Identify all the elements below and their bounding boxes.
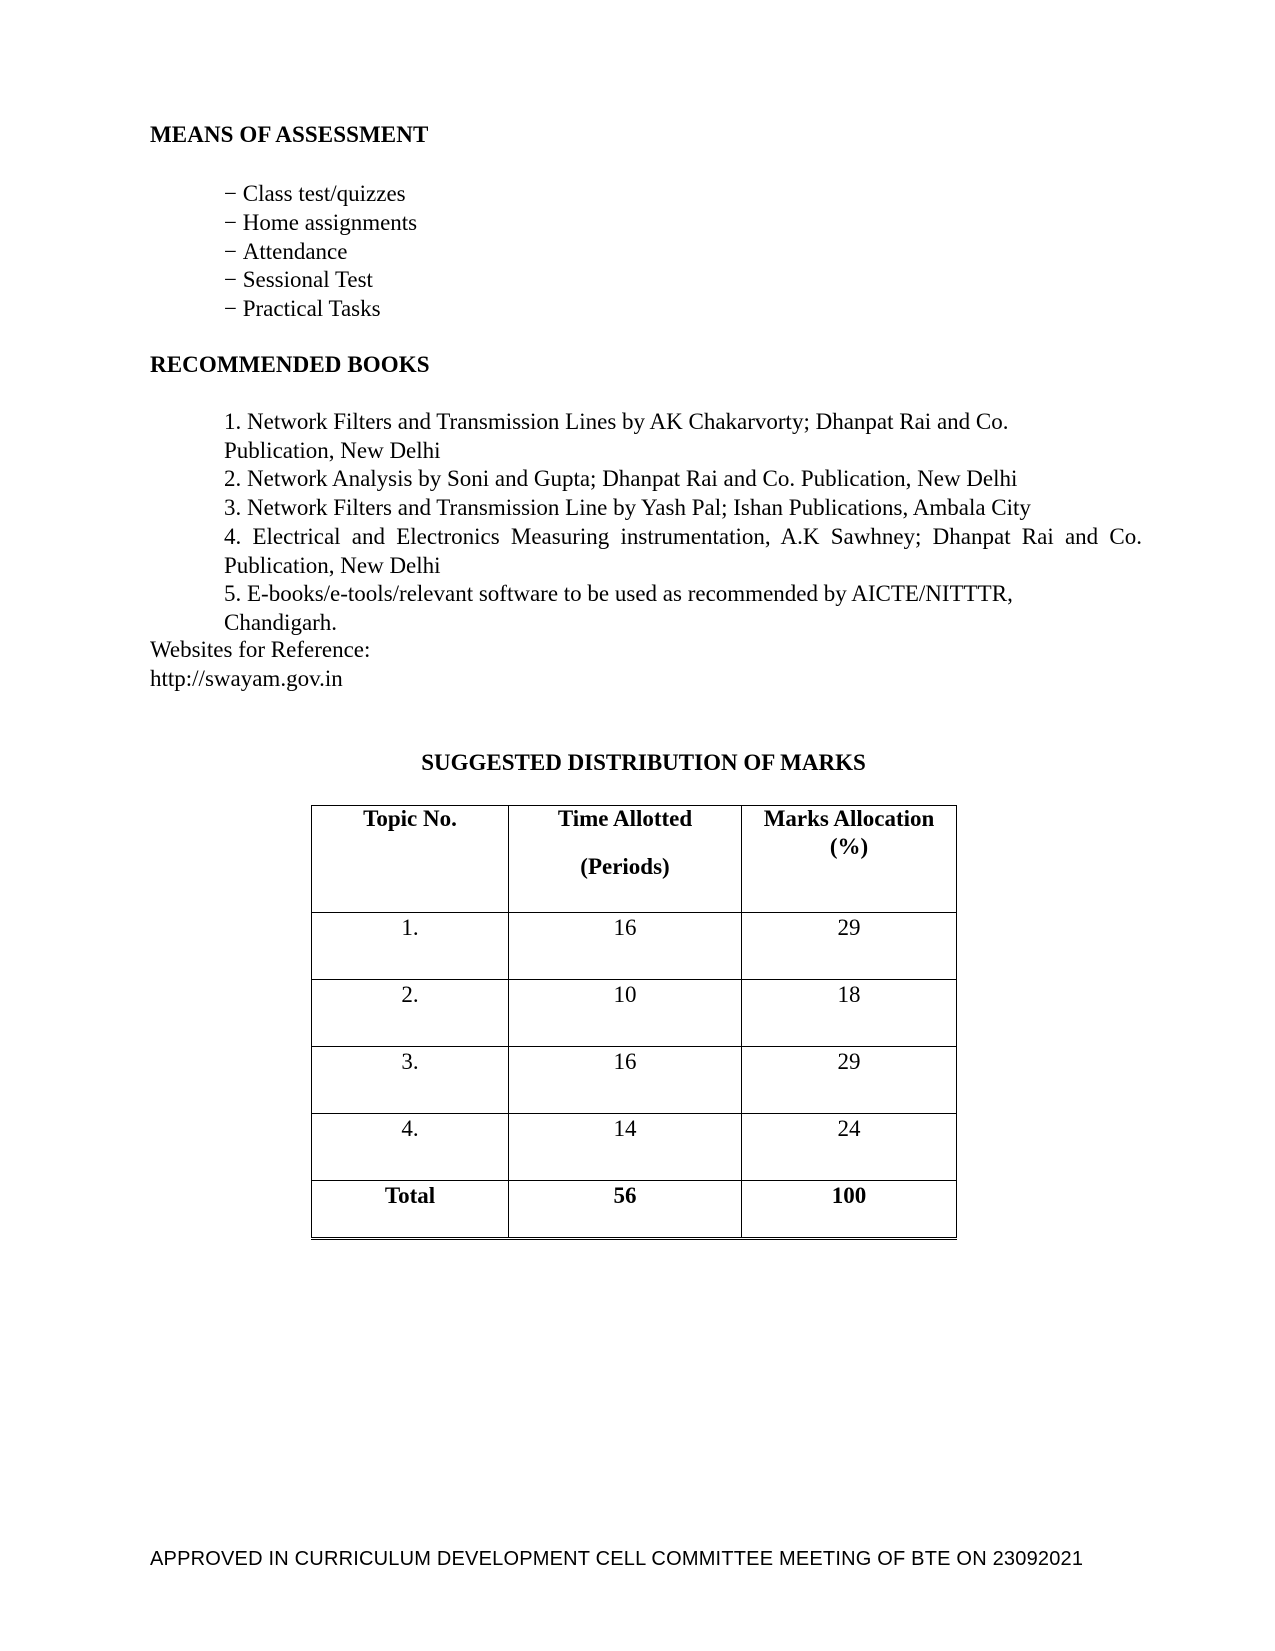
assessment-heading: MEANS OF ASSESSMENT <box>150 122 429 147</box>
cell-marks: 29 <box>742 1047 957 1114</box>
cell-marks: 24 <box>742 1114 957 1181</box>
header-time-line2: (Periods) <box>580 854 670 879</box>
list-item: − Attendance <box>224 238 417 267</box>
book-item: 1. Network Filters and Transmission Lines by AK Chakarvorty; Dhanpat Rai and Co. <box>224 409 1009 434</box>
table-header-row <box>312 806 957 913</box>
book-item: Publication, New Delhi <box>224 437 441 463</box>
table-row <box>312 980 957 1047</box>
book-item: 5. E-books/e-tools/relevant software to be used as recommended by AICTE/NITTTR, <box>224 581 1013 607</box>
header-marks-line1: Marks Allocation <box>763 806 935 831</box>
approval-footer: APPROVED IN CURRICULUM DEVELOPMENT CELL COMMITTEE MEETING OF BTE ON 23092021 <box>150 1548 1084 1570</box>
reference-link[interactable]: http://swayam.gov.in <box>150 665 343 691</box>
cell-total-time: 56 <box>509 1181 742 1239</box>
header-time <box>509 806 742 913</box>
cell-time: 14 <box>509 1114 742 1181</box>
books-list <box>224 408 1142 638</box>
table-row <box>312 913 957 980</box>
cell-topic: 3. <box>312 1047 509 1114</box>
cell-total-marks: 100 <box>742 1181 957 1239</box>
cell-total-label: Total <box>312 1181 509 1239</box>
header-marks <box>742 806 957 913</box>
list-item: − Home assignments <box>224 209 417 238</box>
marks-table <box>311 805 957 1240</box>
references-label: Websites for Reference: <box>150 637 371 662</box>
books-heading: RECOMMENDED BOOKS <box>150 352 430 377</box>
table-row <box>312 1047 957 1114</box>
cell-topic: 4. <box>312 1114 509 1181</box>
book-item: 3. Network Filters and Transmission Line by Yash Pal; Ishan Publications, Ambala City <box>224 495 1031 521</box>
cell-marks: 18 <box>742 980 957 1047</box>
list-item: − Class test/quizzes <box>224 180 417 209</box>
book-item: 4. Electrical and Electronics Measuring instrumentation, A.K Sawhney; Dhanpat Rai and Co. Publication, New Delhi <box>224 523 1142 578</box>
cell-topic: 1. <box>312 913 509 980</box>
cell-time: 10 <box>509 980 742 1047</box>
book-item: 2. Network Analysis by Soni and Gupta; Dhanpat Rai and Co. Publication, New Delhi <box>224 466 1018 492</box>
cell-marks: 29 <box>742 913 957 980</box>
list-item: − Practical Tasks <box>224 295 417 324</box>
list-item: − Sessional Test <box>224 266 417 295</box>
references-block <box>150 636 370 693</box>
table-row <box>312 1114 957 1181</box>
assessment-list <box>224 180 417 324</box>
cell-time: 16 <box>509 913 742 980</box>
header-marks-line2: (%) <box>829 834 869 859</box>
table-total-row <box>312 1181 957 1239</box>
cell-time: 16 <box>509 1047 742 1114</box>
header-time-line1: Time Allotted <box>557 806 693 831</box>
book-item: Chandigarh. <box>224 609 338 635</box>
marks-heading: SUGGESTED DISTRIBUTION OF MARKS <box>421 750 866 775</box>
header-topic <box>312 806 509 913</box>
cell-topic: 2. <box>312 980 509 1047</box>
header-topic-label: Topic No. <box>363 806 457 831</box>
